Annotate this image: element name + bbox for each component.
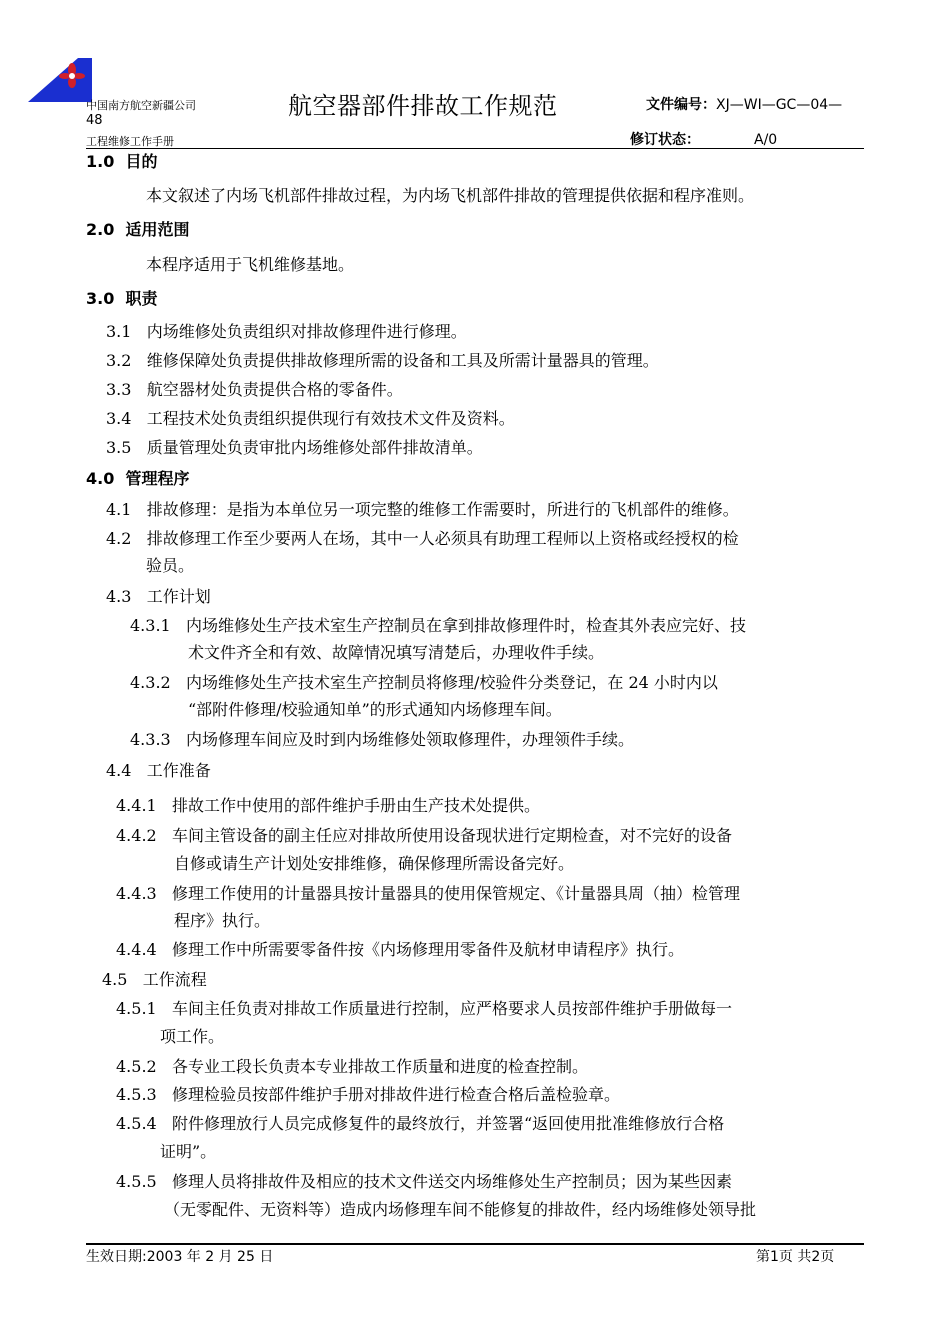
list-item: 4.5.5 修理人员将排故件及相应的技术文件送交内场维修处生产控制员；因为某些因素 bbox=[116, 1172, 732, 1191]
company-name: 中国南方航空新疆公司 bbox=[86, 99, 196, 112]
paragraph: 本程序适用于飞机维修基地。 bbox=[146, 255, 355, 274]
document-number bbox=[646, 94, 842, 114]
document-title: 航空器部件排故工作规范 bbox=[288, 92, 558, 120]
section-heading: 3.0 职责 bbox=[86, 289, 158, 308]
list-item: 4.3.1 内场维修处生产技术室生产控制员在拿到排故修理件时，检查其外表应完好、技 bbox=[130, 616, 746, 635]
list-item-continued: 自修或请生产计划处安排维修，确保修理所需设备完好。 bbox=[174, 854, 575, 873]
revision-status-label: 修订状态： bbox=[630, 132, 700, 148]
list-item: 3.2 维修保障处负责提供排故修理所需的设备和工具及所需计量器具的管理。 bbox=[106, 351, 659, 370]
revision-number: 48 bbox=[86, 113, 103, 128]
section-heading: 1.0 目的 bbox=[86, 152, 158, 171]
list-item: 4.4.4 修理工作中所需要零备件按《内场修理用零备件及航材申请程序》执行。 bbox=[116, 940, 684, 959]
page-info: 第1页 共2页 bbox=[756, 1249, 835, 1265]
list-item: 3.5 质量管理处负责审批内场维修处部件排故清单。 bbox=[106, 438, 483, 457]
subsection-heading: 4.5 工作流程 bbox=[102, 970, 207, 989]
list-item-continued: “部附件修理/校验通知单”的形式通知内场修理车间。 bbox=[188, 700, 562, 719]
paragraph: 本文叙述了内场飞机部件排故过程，为内场飞机部件排故的管理提供依据和程序准则。 bbox=[146, 186, 755, 205]
list-item: 4.1 排故修理：是指为本单位另一项完整的维修工作需要时，所进行的飞机部件的维修。 bbox=[106, 500, 739, 519]
footer-divider bbox=[86, 1243, 864, 1245]
list-item-continued: （无零配件、无资料等）造成内场修理车间不能修复的排故件，经内场维修处领导批 bbox=[164, 1200, 757, 1219]
list-item: 3.3 航空器材处负责提供合格的零备件。 bbox=[106, 380, 403, 399]
revision-status bbox=[630, 129, 777, 149]
list-item: 4.4.1 排故工作中使用的部件维护手册由生产技术处提供。 bbox=[116, 796, 540, 815]
subsection-heading: 4.4 工作准备 bbox=[106, 761, 211, 780]
list-item: 3.4 工程技术处负责组织提供现行有效技术文件及资料。 bbox=[106, 409, 515, 428]
list-item: 4.2 排故修理工作至少要两人在场，其中一人必须具有助理工程师以上资格或经授权的检 bbox=[106, 529, 739, 548]
list-item: 4.5.4 附件修理放行人员完成修复件的最终放行，并签署“返回使用批准维修放行合格 bbox=[116, 1114, 725, 1133]
list-item-continued: 程序》执行。 bbox=[174, 911, 271, 930]
revision-status-value: A/0 bbox=[754, 132, 778, 148]
header-divider bbox=[86, 148, 864, 149]
section-heading: 2.0 适用范围 bbox=[86, 220, 190, 239]
manual-name: 工程维修工作手册 bbox=[86, 135, 174, 148]
list-item-continued: 证明”。 bbox=[160, 1142, 217, 1161]
document-number-value: XJ—WI—GC—04— bbox=[716, 97, 843, 113]
list-item-continued: 术文件齐全和有效、故障情况填写清楚后，办理收件手续。 bbox=[188, 643, 605, 662]
list-item: 4.4.2 车间主管设备的副主任应对排故所使用设备现状进行定期检查，对不完好的设备 bbox=[116, 826, 732, 845]
list-item: 3.1 内场维修处负责组织对排故修理件进行修理。 bbox=[106, 322, 467, 341]
list-item: 4.5.3 修理检验员按部件维护手册对排故件进行检查合格后盖检验章。 bbox=[116, 1085, 620, 1104]
document-number-label: 文件编号： bbox=[646, 97, 716, 113]
list-item: 4.3.3 内场修理车间应及时到内场维修处领取修理件，办理领件手续。 bbox=[130, 730, 634, 749]
list-item: 4.3.2 内场维修处生产技术室生产控制员将修理/校验件分类登记，在 24 小时内以 bbox=[130, 673, 718, 692]
subsection-heading: 4.3 工作计划 bbox=[106, 587, 211, 606]
list-item: 4.5.2 各专业工段长负责本专业排故工作质量和进度的检查控制。 bbox=[116, 1057, 588, 1076]
list-item-continued: 项工作。 bbox=[160, 1027, 225, 1046]
effective-date: 生效日期:2003 年 2 月 25 日 bbox=[86, 1249, 274, 1265]
section-heading: 4.0 管理程序 bbox=[86, 469, 190, 488]
list-item: 4.4.3 修理工作使用的计量器具按计量器具的使用保管规定、《计量器具周（抽）检管理 bbox=[116, 884, 740, 903]
list-item-continued: 验员。 bbox=[146, 556, 195, 575]
list-item: 4.5.1 车间主任负责对排故工作质量进行控制，应严格要求人员按部件维护手册做每一 bbox=[116, 999, 732, 1018]
